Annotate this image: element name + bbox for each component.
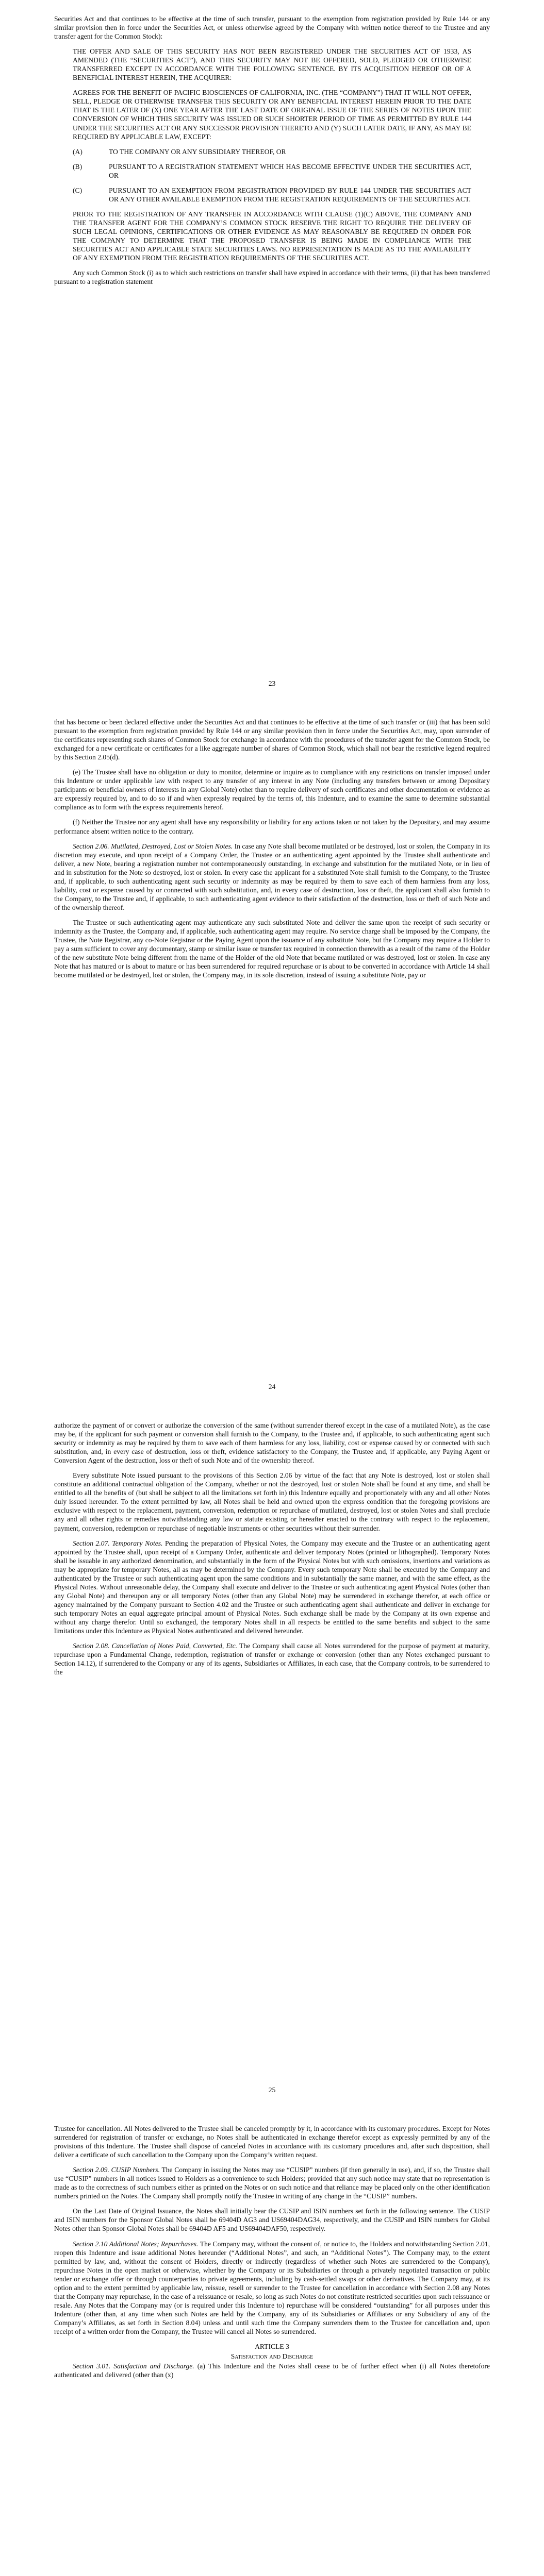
- paragraph: [54, 718, 490, 761]
- paragraph-text: (f) Neither the Trustee nor any agent shall have any responsibility or liability for any actions taken or not taken by the Depositary, and may assume performance absent written notice to the contrary.: [54, 818, 490, 835]
- page-number: 23: [268, 680, 276, 687]
- section-heading: Section 2.06. Mutilated, Destroyed, Lost or Stolen Notes.: [73, 842, 233, 850]
- paragraph: [54, 918, 490, 979]
- clause-text: TO THE COMPANY OR ANY SUBSIDIARY THEREOF, OR: [109, 147, 286, 156]
- paragraph: [54, 88, 490, 141]
- paragraph-text: (e) The Trustee shall have no obligation or duty to monitor, determine or inquire as to compliance with any restrictions on transfer imposed under this Indenture or under applicable law with respect to any transfer of any interest in any Note (including any transfers between or among Depositary participants or beneficial owners of interests in any Global Note) other than to require delivery of such certificates and other documentation or evidence as are expressly required by, and to do so if and when expressly required by the terms of, this Indenture, and to examine the same to determine substantial compliance as to form with the express requirements hereof.: [54, 768, 490, 811]
- paragraph-text: Pending the preparation of Physical Notes, the Company may execute and the Trustee or an authenticating agent appointed by the Trustee shall, upon receipt of a Company Order, authenticate and deliver temporary Notes (printed or lithographed). Temporary Notes shall be issuable in any authorized denomination, and substantially in the form of the Physical Notes but with such omissions, insertions and variations as may be appropriate for temporary Notes, all as may be determined by the Company. Every such temporary Note shall be executed by the Company and authenticated by the Trustee or such authenticating agent upon the same conditions and in substantially the same manner, and with the same effect, as the Physical Notes. Without unreasonable delay, the Company shall execute and deliver to the Trustee or such authenticating agent Physical Notes (other than any Global Note) and thereupon any or all temporary Notes (other than any Global Note) may be surrendered in exchange therefor, at each office or agency maintained by the Company pursuant to Section 4.02 and the Trustee or such authenticating agent shall authenticate and deliver in exchange for such temporary Notes an equal aggregate principal amount of Physical Notes. Such exchange shall be made by the Company at its own expense and without any charge therefor. Until so exchanged, the temporary Notes shall in all respects be entitled to the same benefits and subject to the same limitations under this Indenture as Physical Notes authenticated and delivered hereunder.: [54, 1539, 490, 1635]
- page-number: 25: [268, 2086, 276, 2094]
- article-heading: [54, 2352, 490, 2361]
- paragraph: [54, 2240, 490, 2336]
- paragraph: [54, 2207, 490, 2233]
- clause-label: (A): [73, 147, 83, 156]
- page-number: 24: [268, 1383, 276, 1391]
- clause-text: PURSUANT TO AN EXEMPTION FROM REGISTRATION PROVIDED BY RULE 144 UNDER THE SECURITIES ACT OR ANY OTHER AVAILABLE EXEMPTION FROM THE REGISTRATION REQUIREMENTS OF THE SECURITIES ACT.: [109, 186, 471, 203]
- article-heading: [54, 2342, 490, 2351]
- legend-clause: [54, 186, 490, 204]
- section-heading: Section 3.01. Satisfaction and Discharge.: [73, 2362, 194, 2370]
- paragraph-text: Securities Act and that continues to be effective at the time of such transfer, pursuant to the exemption from registration provided by Rule 144 or any similar provision then in force under the Securities Act, or unless otherwise agreed by the Company with written notice thereof to the Trustee and any transfer agent for the Common Stock):: [54, 15, 490, 41]
- section-heading: Section 2.10 Additional Notes; Repurchases.: [73, 2240, 199, 2248]
- paragraph-text: THE OFFER AND SALE OF THIS SECURITY HAS NOT BEEN REGISTERED UNDER THE SECURITIES ACT OF 1933, AS AMENDED (THE “SECURITIES ACT”), AND THIS SECURITY MAY NOT BE OFFERED, SOLD, PLEDGED OR OTHERWISE TRANSFERRED EXCEPT IN ACCORDANCE WITH THE FOLLOWING SENTENCE. BY ITS ACQUISITION HEREOF OR OF A BENEFICIAL INTEREST HEREIN, THE ACQUIRER:: [73, 47, 471, 82]
- paragraph: [54, 268, 490, 286]
- paragraph: [54, 1641, 490, 1676]
- clause-label: (B): [73, 162, 83, 171]
- paragraph-text: AGREES FOR THE BENEFIT OF PACIFIC BIOSCIENCES OF CALIFORNIA, INC. (THE “COMPANY”) THAT IT WILL NOT OFFER, SELL, PLEDGE OR OTHERWISE TRANSFER THIS SECURITY OR ANY BENEFICIAL INTEREST HEREIN PRIOR TO THE DATE THAT IS THE LATER OF (X) ONE YEAR AFTER THE LAST DATE OF ORIGINAL ISSUE OF THE SERIES OF NOTES UPON THE CONVERSION OF WHICH THIS SECURITY WAS ISSUED OR SUCH SHORTER PERIOD OF TIME AS PERMITTED BY RULE 144 UNDER THE SECURITIES ACT OR ANY SUCCESSOR PROVISION THERETO AND (Y) SUCH LATER DATE, IF ANY, AS MAY BE REQUIRED BY APPLICABLE LAW, EXCEPT:: [73, 89, 471, 141]
- paragraph: [54, 1539, 490, 1636]
- paragraph: [54, 768, 490, 811]
- document-page: [0, 0, 544, 703]
- paragraph-text: PRIOR TO THE REGISTRATION OF ANY TRANSFER IN ACCORDANCE WITH CLAUSE (1)(C) ABOVE, THE COMPANY AND THE TRANSFER AGENT FOR THE COMPANY’S COMMON STOCK RESERVE THE RIGHT TO REQUIRE THE DELIVERY OF SUCH LEGAL OPINIONS, CERTIFICATIONS OR OTHER EVIDENCE AS MAY REASONABLY BE REQUIRED IN ORDER FOR THE COMPANY TO DETERMINE THAT THE PROPOSED TRANSFER IS BEING MADE IN COMPLIANCE WITH THE SECURITIES ACT AND APPLICABLE STATE SECURITIES LAWS. NO REPRESENTATION IS MADE AS TO THE AVAILABILITY OF ANY EXEMPTION FROM THE REGISTRATION REQUIREMENTS OF THE SECURITIES ACT.: [73, 210, 471, 262]
- document-page: [0, 2110, 544, 2576]
- paragraph: [54, 842, 490, 912]
- paragraph-text: (a) This Indenture and the Notes shall cease to be of further effect when (i) all Notes theretofore authenticated and delivered (other than (x): [54, 2362, 490, 2379]
- paragraph-text: On the Last Date of Original Issuance, the Notes shall initially bear the CUSIP and ISIN numbers set forth in the following sentence. The CUSIP and ISIN numbers for the Sponsor Global Notes shall be 69404D AG3 and US69404DAG34, respectively, and the CUSIP and ISIN numbers for Global Notes other than Sponsor Global Notes shall be 69404D AF5 and US69404DAF50, respectively.: [54, 2207, 490, 2233]
- clause-label: (C): [73, 186, 83, 194]
- paragraph: [54, 1471, 490, 1532]
- paragraph-text: In case any Note shall become mutilated or be destroyed, lost or stolen, the Company in its discretion may execute, and upon receipt of a Company Order, the Trustee or an authenticating agent appointed by the Trustee shall authenticate and deliver, a new Note, bearing a registration number not contemporaneously outstanding, in exchange and substitution for the mutilated Note, or in lieu of and in substitution for the Note so destroyed, lost or stolen. In every case the applicant for a substituted Note shall furnish to the Company, to the Trustee and, if applicable, to such authenticating agent such security or indemnity as may be required by them to save each of them harmless from any loss, liability, cost or expense caused by or connected with such substitution, and, in every case of destruction, loss or theft, the applicant shall also furnish to the Company, to the Trustee and, if applicable, to such authenticating agent evidence to their satisfaction of the destruction, loss or theft of such Note and of the ownership thereof.: [54, 842, 490, 911]
- document-page: [0, 703, 544, 1406]
- legend-clause: [54, 162, 490, 180]
- paragraph: [54, 2124, 490, 2159]
- section-heading: Section 2.07. Temporary Notes.: [73, 1539, 163, 1547]
- paragraph: [54, 2165, 490, 2200]
- paragraph-text: Every substitute Note issued pursuant to the provisions of this Section 2.06 by virtue of the fact that any Note is destroyed, lost or stolen shall constitute an additional contractual obligation of the Company, whether or not the destroyed, lost or stolen Note shall be found at any time, and shall be entitled to all the benefits of (but shall be subject to all the limitations set forth in) this Indenture equally and proportionately with any and all other Notes duly issued hereunder. To the extent permitted by law, all Notes shall be held and owned upon the express condition that the foregoing provisions are exclusive with respect to the replacement, payment, conversion, redemption or repurchase of mutilated, destroyed, lost or stolen Notes and shall preclude any and all other rights or remedies notwithstanding any law or statute existing or hereafter enacted to the contrary with respect to the replacement, payment, conversion, redemption or repurchase of negotiable instruments or other securities without their surrender.: [54, 1471, 490, 1532]
- paragraph-text: Trustee for cancellation. All Notes delivered to the Trustee shall be canceled promptly by it, in accordance with its customary procedures. Except for Notes surrendered for registration of transfer or exchange, no Notes shall be authenticated in exchange therefor except as expressly permitted by any of the provisions of this Indenture. The Trustee shall dispose of canceled Notes in accordance with its customary procedures and, after such disposition, shall deliver a certificate of such cancellation to the Company upon the Company’s written request.: [54, 2125, 490, 2159]
- paragraph-text: The Trustee or such authenticating agent may authenticate any such substituted Note and deliver the same upon the receipt of such security or indemnity as the Trustee, the Company and, if applicable, such authenticating agent may require. No service charge shall be imposed by the Company, the Trustee, the Note Registrar, any co-Note Registrar or the Paying Agent upon the issuance of any substitute Note, but the Company may require a Holder to pay a sum sufficient to cover any documentary, stamp or similar issue or transfer tax required in connection therewith as a result of the name of the Holder of the new substitute Note being different from the name of the Holder of the old Note that became mutilated or was destroyed, lost or stolen. In case any Note that has matured or is about to mature or has been surrendered for required repurchase or is about to be converted in accordance with Article 14 shall become mutilated or be destroyed, lost or stolen, the Company may, in its sole discretion, instead of issuing a substitute Note, pay or: [54, 918, 490, 979]
- paragraph: [54, 14, 490, 41]
- paragraph: [54, 2362, 490, 2379]
- paragraph-text: authorize the payment of or convert or authorize the conversion of the same (without surrender thereof except in the case of a mutilated Note), as the case may be, if the applicant for such payment or conversion shall furnish to the Company, to the Trustee and, if applicable, to such authenticating agent such security or indemnity as may be required by them to save each of them harmless for any loss, liability, cost or expense caused by or connected with such substitution, and, in every case of destruction, loss or theft, evidence satisfactory to the Company, the Trustee and, if applicable, any Paying Agent or Conversion Agent of the destruction, loss or theft of such Note and of the ownership thereof.: [54, 1421, 490, 1465]
- document-page: [0, 1406, 544, 2110]
- paragraph: [54, 210, 490, 262]
- paragraph: [54, 47, 490, 82]
- paragraph-text: Satisfaction and Discharge: [230, 2352, 314, 2361]
- paragraph-text: ARTICLE 3: [255, 2343, 289, 2351]
- paragraph: [54, 1421, 490, 1465]
- section-heading: Section 2.08. Cancellation of Notes Paid, Converted, Etc.: [73, 1642, 238, 1650]
- clause-text: PURSUANT TO A REGISTRATION STATEMENT WHICH HAS BECOME EFFECTIVE UNDER THE SECURITIES ACT, OR: [109, 162, 471, 179]
- paragraph: [54, 818, 490, 835]
- paragraph-text: The Company in issuing the Notes may use “CUSIP” numbers (if then generally in use), and, if so, the Trustee shall use “CUSIP” numbers in all notices issued to Holders as a convenience to such Holders; provided that any such notice may state that no representation is made as to the correctness of such numbers either as printed on the Notes or on such notice and that reliance may be placed only on the other identification numbers printed on the Notes. The Company shall promptly notify the Trustee in writing of any change in the “CUSIP” numbers.: [54, 2166, 490, 2200]
- paragraph-text: that has become or been declared effective under the Securities Act and that continues to be effective at the time of such transfer or (iii) that has been sold pursuant to the exemption from registration provided by Rule 144 or any similar provision then in force under the Securities Act, may, upon surrender of the certificates representing such shares of Common Stock for exchange in accordance with the procedures of the transfer agent for the Common Stock, be exchanged for a new certificate or certificates for a like aggregate number of shares of Common Stock, which shall not bear the restrictive legend required by this Section 2.05(d).: [54, 718, 490, 761]
- legend-clause: [54, 147, 490, 156]
- paragraph-text: The Company shall cause all Notes surrendered for the purpose of payment at maturity, repurchase upon a Fundamental Change, redemption, registration of transfer or exchange or conversion (other than any Notes exchanged pursuant to Section 14.12), if surrendered to the Company or any of its agents, Subsidiaries or Affiliates, in each case, that the Company controls, to be surrendered to the: [54, 1642, 490, 1676]
- paragraph-text: Any such Common Stock (i) as to which such restrictions on transfer shall have expired in accordance with their terms, (ii) that has been transferred pursuant to a registration statement: [54, 269, 490, 286]
- paragraph-text: The Company may, without the consent of, or notice to, the Holders and notwithstanding Section 2.01, reopen this Indenture and issue additional Notes hereunder (“Additional Notes”, and such, an “Additional Notes”). The Company may, to the extent permitted by law, and, without the consent of Holders, directly or indirectly (regardless of whether such Notes are surrendered to the Company), repurchase Notes in the open market or otherwise, whether by the Company or its Subsidiaries or through a privately negotiated transaction or public tender or exchange offer or through counterparties to private agreements, including by cash-settled swaps or other derivatives. The Company may, at its option and to the extent permitted by applicable law, reissue, resell or surrender to the Trustee for cancellation in accordance with Section 2.08 any Notes that the Company may repurchase, in the case of a reissuance or resale, so long as such Notes do not constitute restricted securities upon such reissuance or resale. Any Notes that the Company may (or is required under this Indenture to) repurchase will be considered “outstanding” for all purposes under this Indenture (other than, at any time when such Notes are held by the Company, any of its Subsidiaries or Affiliates or any Subsidiary of any of the Company’s Affiliates, as set forth in Section 8.04) unless and until such time the Company surrenders them to the Trustee for cancellation and, upon receipt of a written order from the Company, the Trustee will cancel all Notes so surrendered.: [54, 2240, 490, 2335]
- section-heading: Section 2.09. CUSIP Numbers.: [73, 2166, 160, 2174]
